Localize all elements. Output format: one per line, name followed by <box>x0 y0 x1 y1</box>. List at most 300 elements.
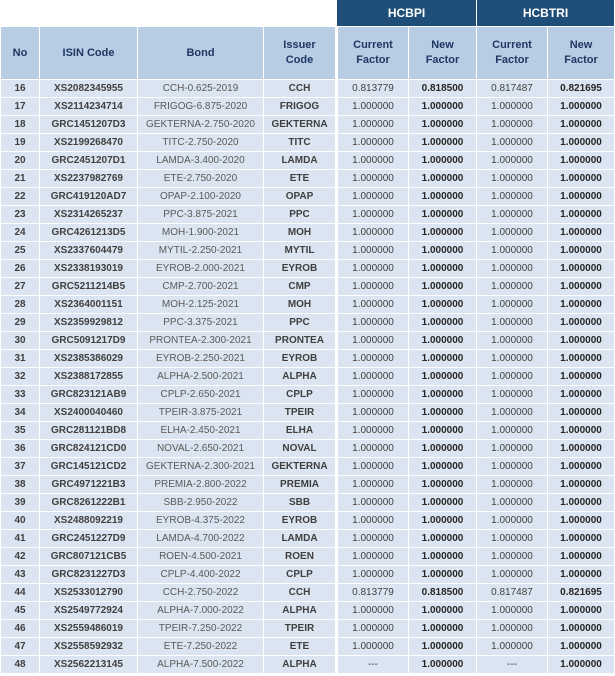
cell-hcbpi-new-factor[interactable]: 1.000000 <box>409 620 477 638</box>
cell-hcbpi-current-factor[interactable]: 1.000000 <box>337 152 409 170</box>
cell-issuer-code[interactable]: SBB <box>264 494 337 512</box>
cell-isin-code[interactable]: GRC1451207D3 <box>40 116 138 134</box>
column-header-bond <box>138 27 264 80</box>
cell-hcbpi-current-factor[interactable]: 1.000000 <box>337 332 409 350</box>
cell-no[interactable]: 40 <box>1 512 40 530</box>
cell-hcbpi-new-factor[interactable]: 1.000000 <box>409 512 477 530</box>
table-row <box>1 476 615 494</box>
cell-bond[interactable]: OPAP-2.100-2020 <box>138 188 264 206</box>
group-header-blank <box>1 0 337 27</box>
cell-hcbtri-current-factor[interactable]: 1.000000 <box>477 242 548 260</box>
cell-hcbpi-new-factor[interactable]: 1.000000 <box>409 458 477 476</box>
group-header-hcbpi: HCBPI <box>337 0 477 27</box>
table-row <box>1 332 615 350</box>
cell-hcbpi-new-factor[interactable]: 0.818500 <box>409 584 477 602</box>
cell-bond[interactable]: TPEIR-3.875-2021 <box>138 404 264 422</box>
cell-issuer-code[interactable]: ALPHA <box>264 656 337 674</box>
cell-hcbtri-current-factor[interactable]: 1.000000 <box>477 152 548 170</box>
cell-hcbtri-current-factor[interactable]: 1.000000 <box>477 638 548 656</box>
cell-issuer-code[interactable]: ALPHA <box>264 368 337 386</box>
cell-hcbtri-new-factor[interactable]: 1.000000 <box>548 494 615 512</box>
cell-hcbtri-current-factor[interactable]: 1.000000 <box>477 512 548 530</box>
cell-no[interactable]: 22 <box>1 188 40 206</box>
cell-hcbpi-current-factor[interactable]: 1.000000 <box>337 620 409 638</box>
cell-hcbpi-current-factor[interactable]: 1.000000 <box>337 296 409 314</box>
cell-hcbpi-current-factor[interactable]: 1.000000 <box>337 440 409 458</box>
cell-isin-code[interactable]: XS2114234714 <box>40 98 138 116</box>
table-row <box>1 116 615 134</box>
table-row <box>1 404 615 422</box>
cell-hcbtri-new-factor[interactable]: 1.000000 <box>548 170 615 188</box>
cell-issuer-code[interactable]: OPAP <box>264 188 337 206</box>
cell-bond[interactable]: CMP-2.700-2021 <box>138 278 264 296</box>
cell-hcbtri-current-factor[interactable]: 1.000000 <box>477 566 548 584</box>
cell-issuer-code[interactable]: ETE <box>264 170 337 188</box>
cell-bond[interactable]: TPEIR-7.250-2022 <box>138 620 264 638</box>
cell-hcbpi-new-factor[interactable]: 1.000000 <box>409 260 477 278</box>
cell-bond[interactable]: NOVAL-2.650-2021 <box>138 440 264 458</box>
table-row <box>1 188 615 206</box>
cell-bond[interactable]: LAMDA-3.400-2020 <box>138 152 264 170</box>
cell-hcbtri-new-factor[interactable]: 0.821695 <box>548 584 615 602</box>
cell-issuer-code[interactable]: EYROB <box>264 260 337 278</box>
cell-isin-code[interactable]: GRC2451227D9 <box>40 530 138 548</box>
cell-hcbtri-new-factor[interactable]: 1.000000 <box>548 134 615 152</box>
cell-hcbtri-current-factor[interactable]: 1.000000 <box>477 314 548 332</box>
cell-issuer-code[interactable]: TPEIR <box>264 620 337 638</box>
cell-hcbtri-current-factor[interactable]: 1.000000 <box>477 206 548 224</box>
cell-bond[interactable]: MOH-1.900-2021 <box>138 224 264 242</box>
cell-isin-code[interactable]: XS2400040460 <box>40 404 138 422</box>
cell-hcbtri-current-factor[interactable]: 1.000000 <box>477 458 548 476</box>
cell-hcbpi-current-factor[interactable]: --- <box>337 656 409 674</box>
table-row <box>1 656 615 674</box>
table-row <box>1 224 615 242</box>
cell-hcbtri-new-factor[interactable]: 1.000000 <box>548 350 615 368</box>
column-header-issuer-code <box>264 27 337 80</box>
cell-hcbpi-current-factor[interactable]: 0.813779 <box>337 584 409 602</box>
table-row <box>1 530 615 548</box>
cell-hcbtri-new-factor[interactable]: 1.000000 <box>548 98 615 116</box>
column-header-no-label: No <box>12 46 28 59</box>
cell-isin-code[interactable]: XS2338193019 <box>40 260 138 278</box>
cell-isin-code[interactable]: XS2359929812 <box>40 314 138 332</box>
cell-hcbpi-new-factor[interactable]: 1.000000 <box>409 170 477 188</box>
cell-hcbpi-current-factor[interactable]: 1.000000 <box>337 638 409 656</box>
cell-hcbtri-current-factor[interactable]: 1.000000 <box>477 260 548 278</box>
cell-bond[interactable]: EYROB-4.375-2022 <box>138 512 264 530</box>
cell-bond[interactable]: ELHA-2.450-2021 <box>138 422 264 440</box>
cell-hcbpi-new-factor[interactable]: 1.000000 <box>409 134 477 152</box>
cell-hcbpi-current-factor[interactable]: 1.000000 <box>337 602 409 620</box>
table-row <box>1 98 615 116</box>
cell-hcbtri-current-factor[interactable]: 1.000000 <box>477 620 548 638</box>
cell-hcbtri-new-factor[interactable]: 1.000000 <box>548 116 615 134</box>
cell-bond[interactable]: ALPHA-7.500-2022 <box>138 656 264 674</box>
cell-isin-code[interactable]: GRC8261222B1 <box>40 494 138 512</box>
cell-hcbtri-new-factor[interactable]: 1.000000 <box>548 548 615 566</box>
cell-hcbtri-current-factor[interactable]: 1.000000 <box>477 476 548 494</box>
table-row <box>1 242 615 260</box>
cell-issuer-code[interactable]: CMP <box>264 278 337 296</box>
cell-hcbpi-current-factor[interactable]: 1.000000 <box>337 476 409 494</box>
cell-bond[interactable]: CPLP-4.400-2022 <box>138 566 264 584</box>
cell-isin-code[interactable]: GRC807121CB5 <box>40 548 138 566</box>
cell-isin-code[interactable]: XS2364001151 <box>40 296 138 314</box>
cell-no[interactable]: 28 <box>1 296 40 314</box>
cell-no[interactable]: 34 <box>1 404 40 422</box>
table-row <box>1 620 615 638</box>
cell-hcbpi-new-factor[interactable]: 1.000000 <box>409 386 477 404</box>
cell-hcbtri-new-factor[interactable]: 1.000000 <box>548 314 615 332</box>
cell-issuer-code[interactable]: GEKTERNA <box>264 458 337 476</box>
cell-no[interactable]: 46 <box>1 620 40 638</box>
cell-issuer-code[interactable]: PRONTEA <box>264 332 337 350</box>
cell-isin-code[interactable]: XS2533012790 <box>40 584 138 602</box>
cell-hcbpi-current-factor[interactable]: 1.000000 <box>337 548 409 566</box>
cell-bond[interactable]: CPLP-2.650-2021 <box>138 386 264 404</box>
cell-hcbtri-current-factor[interactable]: 1.000000 <box>477 548 548 566</box>
cell-hcbpi-new-factor[interactable]: 1.000000 <box>409 422 477 440</box>
cell-hcbpi-new-factor[interactable]: 1.000000 <box>409 206 477 224</box>
column-header-hcbpi-current-factor <box>337 27 409 80</box>
cell-no[interactable]: 35 <box>1 422 40 440</box>
cell-bond[interactable]: LAMDA-4.700-2022 <box>138 530 264 548</box>
cell-hcbtri-new-factor[interactable]: 1.000000 <box>548 656 615 674</box>
cell-no[interactable]: 33 <box>1 386 40 404</box>
cell-no[interactable]: 23 <box>1 206 40 224</box>
cell-hcbtri-current-factor[interactable]: 1.000000 <box>477 368 548 386</box>
cell-hcbpi-new-factor[interactable]: 1.000000 <box>409 656 477 674</box>
cell-isin-code[interactable]: XS2385386029 <box>40 350 138 368</box>
cell-no[interactable]: 42 <box>1 548 40 566</box>
cell-issuer-code[interactable]: LAMDA <box>264 152 337 170</box>
cell-hcbpi-new-factor[interactable]: 1.000000 <box>409 440 477 458</box>
cell-isin-code[interactable]: XS2388172855 <box>40 368 138 386</box>
cell-hcbtri-new-factor[interactable]: 1.000000 <box>548 332 615 350</box>
cell-isin-code[interactable]: GRC4261213D5 <box>40 224 138 242</box>
column-header-hcbtri-new-line2: Factor <box>564 54 598 66</box>
cell-hcbtri-current-factor[interactable]: 1.000000 <box>477 116 548 134</box>
cell-issuer-code[interactable]: ROEN <box>264 548 337 566</box>
cell-hcbtri-new-factor[interactable]: 1.000000 <box>548 458 615 476</box>
cell-isin-code[interactable]: GRC281121BD8 <box>40 422 138 440</box>
cell-hcbtri-current-factor[interactable]: 1.000000 <box>477 494 548 512</box>
cell-hcbpi-current-factor[interactable]: 1.000000 <box>337 98 409 116</box>
cell-issuer-code[interactable]: MOH <box>264 224 337 242</box>
column-header-hcbpi-current-line2: Factor <box>356 54 390 66</box>
cell-no[interactable]: 38 <box>1 476 40 494</box>
cell-isin-code[interactable]: XS2082345955 <box>40 80 138 98</box>
cell-isin-code[interactable]: GRC5211214B5 <box>40 278 138 296</box>
cell-no[interactable]: 25 <box>1 242 40 260</box>
cell-bond[interactable]: PREMIA-2.800-2022 <box>138 476 264 494</box>
cell-hcbtri-current-factor[interactable]: 1.000000 <box>477 350 548 368</box>
cell-issuer-code[interactable]: EYROB <box>264 350 337 368</box>
table-body <box>1 80 615 674</box>
cell-hcbtri-new-factor[interactable]: 1.000000 <box>548 512 615 530</box>
cell-isin-code[interactable]: XS2558592932 <box>40 638 138 656</box>
cell-no[interactable]: 36 <box>1 440 40 458</box>
cell-hcbpi-new-factor[interactable]: 1.000000 <box>409 332 477 350</box>
cell-bond[interactable]: ETE-7.250-2022 <box>138 638 264 656</box>
cell-no[interactable]: 21 <box>1 170 40 188</box>
cell-bond[interactable]: EYROB-2.250-2021 <box>138 350 264 368</box>
cell-no[interactable]: 30 <box>1 332 40 350</box>
cell-hcbpi-new-factor[interactable]: 1.000000 <box>409 116 477 134</box>
cell-no[interactable]: 24 <box>1 224 40 242</box>
cell-hcbtri-current-factor[interactable]: 1.000000 <box>477 386 548 404</box>
cell-hcbpi-current-factor[interactable]: 1.000000 <box>337 458 409 476</box>
cell-bond[interactable]: GEKTERNA-2.300-2021 <box>138 458 264 476</box>
cell-hcbtri-new-factor[interactable]: 1.000000 <box>548 422 615 440</box>
cell-hcbpi-current-factor[interactable]: 0.813779 <box>337 80 409 98</box>
cell-hcbpi-current-factor[interactable]: 1.000000 <box>337 386 409 404</box>
cell-issuer-code[interactable]: CPLP <box>264 386 337 404</box>
cell-hcbtri-current-factor[interactable]: 1.000000 <box>477 422 548 440</box>
cell-hcbtri-current-factor[interactable]: --- <box>477 656 548 674</box>
cell-hcbpi-current-factor[interactable]: 1.000000 <box>337 404 409 422</box>
cell-hcbpi-current-factor[interactable]: 1.000000 <box>337 350 409 368</box>
cell-hcbtri-new-factor[interactable]: 1.000000 <box>548 188 615 206</box>
table-row <box>1 152 615 170</box>
cell-isin-code[interactable]: XS2314265237 <box>40 206 138 224</box>
cell-hcbpi-new-factor[interactable]: 1.000000 <box>409 296 477 314</box>
cell-issuer-code[interactable]: NOVAL <box>264 440 337 458</box>
cell-hcbpi-current-factor[interactable]: 1.000000 <box>337 314 409 332</box>
table-row <box>1 134 615 152</box>
cell-hcbtri-new-factor[interactable]: 1.000000 <box>548 440 615 458</box>
cell-bond[interactable]: ALPHA-7.000-2022 <box>138 602 264 620</box>
cell-hcbtri-new-factor[interactable]: 1.000000 <box>548 566 615 584</box>
column-header-hcbpi-new-line1: New <box>431 39 454 51</box>
cell-hcbpi-new-factor[interactable]: 1.000000 <box>409 368 477 386</box>
cell-hcbpi-new-factor[interactable]: 1.000000 <box>409 350 477 368</box>
cell-issuer-code[interactable]: ALPHA <box>264 602 337 620</box>
cell-isin-code[interactable]: XS2488092219 <box>40 512 138 530</box>
cell-hcbtri-new-factor[interactable]: 1.000000 <box>548 296 615 314</box>
cell-hcbtri-new-factor[interactable]: 0.821695 <box>548 80 615 98</box>
cell-no[interactable]: 20 <box>1 152 40 170</box>
cell-hcbpi-current-factor[interactable]: 1.000000 <box>337 260 409 278</box>
cell-bond[interactable]: CCH-2.750-2022 <box>138 584 264 602</box>
cell-issuer-code[interactable]: PPC <box>264 314 337 332</box>
cell-hcbpi-current-factor[interactable]: 1.000000 <box>337 134 409 152</box>
column-header-isin <box>40 27 138 80</box>
cell-hcbtri-new-factor[interactable]: 1.000000 <box>548 224 615 242</box>
cell-hcbpi-current-factor[interactable]: 1.000000 <box>337 278 409 296</box>
column-header-issuer-code-line1: Issuer <box>283 39 316 51</box>
cell-hcbtri-new-factor[interactable]: 1.000000 <box>548 386 615 404</box>
cell-hcbpi-current-factor[interactable]: 1.000000 <box>337 188 409 206</box>
cell-hcbpi-new-factor[interactable]: 0.818500 <box>409 80 477 98</box>
cell-isin-code[interactable]: GRC5091217D9 <box>40 332 138 350</box>
cell-hcbtri-current-factor[interactable]: 1.000000 <box>477 296 548 314</box>
table-row <box>1 314 615 332</box>
cell-bond[interactable]: TITC-2.750-2020 <box>138 134 264 152</box>
cell-hcbpi-new-factor[interactable]: 1.000000 <box>409 494 477 512</box>
cell-hcbtri-new-factor[interactable]: 1.000000 <box>548 368 615 386</box>
cell-hcbtri-current-factor[interactable]: 1.000000 <box>477 404 548 422</box>
cell-isin-code[interactable]: GRC8231227D3 <box>40 566 138 584</box>
cell-bond[interactable]: PPC-3.375-2021 <box>138 314 264 332</box>
cell-hcbtri-new-factor[interactable]: 1.000000 <box>548 260 615 278</box>
cell-isin-code[interactable]: GRC4971221B3 <box>40 476 138 494</box>
cell-hcbtri-current-factor[interactable]: 0.817487 <box>477 80 548 98</box>
cell-no[interactable]: 39 <box>1 494 40 512</box>
cell-hcbtri-new-factor[interactable]: 1.000000 <box>548 152 615 170</box>
cell-issuer-code[interactable]: CPLP <box>264 566 337 584</box>
cell-issuer-code[interactable]: TITC <box>264 134 337 152</box>
cell-no[interactable]: 37 <box>1 458 40 476</box>
cell-no[interactable]: 32 <box>1 368 40 386</box>
cell-isin-code[interactable]: XS2199268470 <box>40 134 138 152</box>
cell-issuer-code[interactable]: ETE <box>264 638 337 656</box>
cell-hcbtri-new-factor[interactable]: 1.000000 <box>548 530 615 548</box>
cell-isin-code[interactable]: XS2549772924 <box>40 602 138 620</box>
group-header-hcbtri: HCBTRI <box>477 0 615 27</box>
cell-hcbtri-current-factor[interactable]: 1.000000 <box>477 98 548 116</box>
cell-hcbpi-new-factor[interactable]: 1.000000 <box>409 602 477 620</box>
table-row <box>1 422 615 440</box>
column-header-bond-label: Bond <box>186 46 215 59</box>
cell-isin-code[interactable]: XS2337604479 <box>40 242 138 260</box>
cell-hcbtri-current-factor[interactable]: 1.000000 <box>477 224 548 242</box>
cell-hcbpi-current-factor[interactable]: 1.000000 <box>337 368 409 386</box>
column-header-hcbtri-new-line1: New <box>569 39 593 51</box>
column-header-hcbpi-current-line1: Current <box>353 39 393 51</box>
cell-isin-code[interactable]: XS2237982769 <box>40 170 138 188</box>
cell-bond[interactable]: EYROB-2.000-2021 <box>138 260 264 278</box>
cell-no[interactable]: 18 <box>1 116 40 134</box>
cell-bond[interactable]: ALPHA-2.500-2021 <box>138 368 264 386</box>
cell-hcbpi-current-factor[interactable]: 1.000000 <box>337 512 409 530</box>
cell-bond[interactable]: PRONTEA-2.300-2021 <box>138 332 264 350</box>
cell-hcbtri-current-factor[interactable]: 1.000000 <box>477 134 548 152</box>
cell-hcbpi-current-factor[interactable]: 1.000000 <box>337 116 409 134</box>
cell-bond[interactable]: GEKTERNA-2.750-2020 <box>138 116 264 134</box>
cell-hcbpi-new-factor[interactable]: 1.000000 <box>409 242 477 260</box>
cell-bond[interactable]: CCH-0.625-2019 <box>138 80 264 98</box>
cell-issuer-code[interactable]: LAMDA <box>264 530 337 548</box>
cell-hcbtri-new-factor[interactable]: 1.000000 <box>548 638 615 656</box>
cell-issuer-code[interactable]: TPEIR <box>264 404 337 422</box>
cell-issuer-code[interactable]: PREMIA <box>264 476 337 494</box>
cell-hcbtri-current-factor[interactable]: 1.000000 <box>477 530 548 548</box>
cell-hcbpi-new-factor[interactable]: 1.000000 <box>409 476 477 494</box>
table-row <box>1 368 615 386</box>
cell-issuer-code[interactable]: FRIGOG <box>264 98 337 116</box>
table-row <box>1 440 615 458</box>
cell-hcbpi-new-factor[interactable]: 1.000000 <box>409 566 477 584</box>
cell-hcbpi-current-factor[interactable]: 1.000000 <box>337 224 409 242</box>
column-header-no <box>1 27 40 80</box>
cell-hcbpi-current-factor[interactable]: 1.000000 <box>337 422 409 440</box>
cell-hcbpi-new-factor[interactable]: 1.000000 <box>409 278 477 296</box>
cell-hcbtri-current-factor[interactable]: 1.000000 <box>477 602 548 620</box>
cell-hcbpi-current-factor[interactable]: 1.000000 <box>337 170 409 188</box>
cell-hcbtri-current-factor[interactable]: 1.000000 <box>477 188 548 206</box>
cell-hcbtri-current-factor[interactable]: 1.000000 <box>477 440 548 458</box>
cell-isin-code[interactable]: GRC824121CD0 <box>40 440 138 458</box>
cell-no[interactable]: 16 <box>1 80 40 98</box>
cell-bond[interactable]: MOH-2.125-2021 <box>138 296 264 314</box>
cell-bond[interactable]: SBB-2.950-2022 <box>138 494 264 512</box>
cell-hcbpi-current-factor[interactable]: 1.000000 <box>337 494 409 512</box>
cell-hcbtri-new-factor[interactable]: 1.000000 <box>548 602 615 620</box>
cell-hcbpi-new-factor[interactable]: 1.000000 <box>409 152 477 170</box>
cell-hcbpi-new-factor[interactable]: 1.000000 <box>409 224 477 242</box>
cell-no[interactable]: 44 <box>1 584 40 602</box>
cell-no[interactable]: 43 <box>1 566 40 584</box>
cell-isin-code[interactable]: XS2559486019 <box>40 620 138 638</box>
cell-hcbtri-new-factor[interactable]: 1.000000 <box>548 404 615 422</box>
cell-no[interactable]: 19 <box>1 134 40 152</box>
cell-hcbpi-new-factor[interactable]: 1.000000 <box>409 188 477 206</box>
cell-bond[interactable]: ROEN-4.500-2021 <box>138 548 264 566</box>
cell-bond[interactable]: PPC-3.875-2021 <box>138 206 264 224</box>
cell-hcbpi-new-factor[interactable]: 1.000000 <box>409 404 477 422</box>
cell-issuer-code[interactable]: PPC <box>264 206 337 224</box>
cell-hcbtri-current-factor[interactable]: 1.000000 <box>477 332 548 350</box>
cell-no[interactable]: 47 <box>1 638 40 656</box>
column-header-hcbtri-current-line2: Factor <box>495 54 529 66</box>
cell-bond[interactable]: FRIGOG-6.875-2020 <box>138 98 264 116</box>
cell-hcbpi-current-factor[interactable]: 1.000000 <box>337 566 409 584</box>
cell-hcbpi-new-factor[interactable]: 1.000000 <box>409 314 477 332</box>
cell-issuer-code[interactable]: CCH <box>264 80 337 98</box>
cell-no[interactable]: 31 <box>1 350 40 368</box>
cell-hcbtri-current-factor[interactable]: 1.000000 <box>477 278 548 296</box>
cell-no[interactable]: 45 <box>1 602 40 620</box>
cell-bond[interactable]: MYTIL-2.250-2021 <box>138 242 264 260</box>
cell-hcbpi-current-factor[interactable]: 1.000000 <box>337 530 409 548</box>
cell-hcbpi-current-factor[interactable]: 1.000000 <box>337 242 409 260</box>
cell-no[interactable]: 27 <box>1 278 40 296</box>
cell-hcbtri-current-factor[interactable]: 1.000000 <box>477 170 548 188</box>
cell-no[interactable]: 26 <box>1 260 40 278</box>
cell-no[interactable]: 17 <box>1 98 40 116</box>
cell-hcbtri-new-factor[interactable]: 1.000000 <box>548 620 615 638</box>
cell-isin-code[interactable]: GRC419120AD7 <box>40 188 138 206</box>
cell-hcbpi-current-factor[interactable]: 1.000000 <box>337 206 409 224</box>
cell-no[interactable]: 41 <box>1 530 40 548</box>
cell-isin-code[interactable]: GRC823121AB9 <box>40 386 138 404</box>
table-row <box>1 602 615 620</box>
cell-no[interactable]: 48 <box>1 656 40 674</box>
cell-isin-code[interactable]: XS2562213145 <box>40 656 138 674</box>
cell-isin-code[interactable]: GRC145121CD2 <box>40 458 138 476</box>
cell-issuer-code[interactable]: ELHA <box>264 422 337 440</box>
cell-hcbpi-new-factor[interactable]: 1.000000 <box>409 530 477 548</box>
cell-issuer-code[interactable]: MYTIL <box>264 242 337 260</box>
cell-hcbpi-new-factor[interactable]: 1.000000 <box>409 638 477 656</box>
cell-issuer-code[interactable]: MOH <box>264 296 337 314</box>
cell-isin-code[interactable]: GRC2451207D1 <box>40 152 138 170</box>
cell-issuer-code[interactable]: EYROB <box>264 512 337 530</box>
cell-no[interactable]: 29 <box>1 314 40 332</box>
cell-hcbpi-new-factor[interactable]: 1.000000 <box>409 98 477 116</box>
cell-hcbtri-new-factor[interactable]: 1.000000 <box>548 206 615 224</box>
cell-issuer-code[interactable]: GEKTERNA <box>264 116 337 134</box>
cell-hcbtri-new-factor[interactable]: 1.000000 <box>548 278 615 296</box>
cell-hcbtri-current-factor[interactable]: 0.817487 <box>477 584 548 602</box>
cell-hcbtri-new-factor[interactable]: 1.000000 <box>548 476 615 494</box>
cell-hcbpi-new-factor[interactable]: 1.000000 <box>409 548 477 566</box>
cell-hcbtri-new-factor[interactable]: 1.000000 <box>548 242 615 260</box>
cell-issuer-code[interactable]: CCH <box>264 584 337 602</box>
cell-bond[interactable]: ETE-2.750-2020 <box>138 170 264 188</box>
